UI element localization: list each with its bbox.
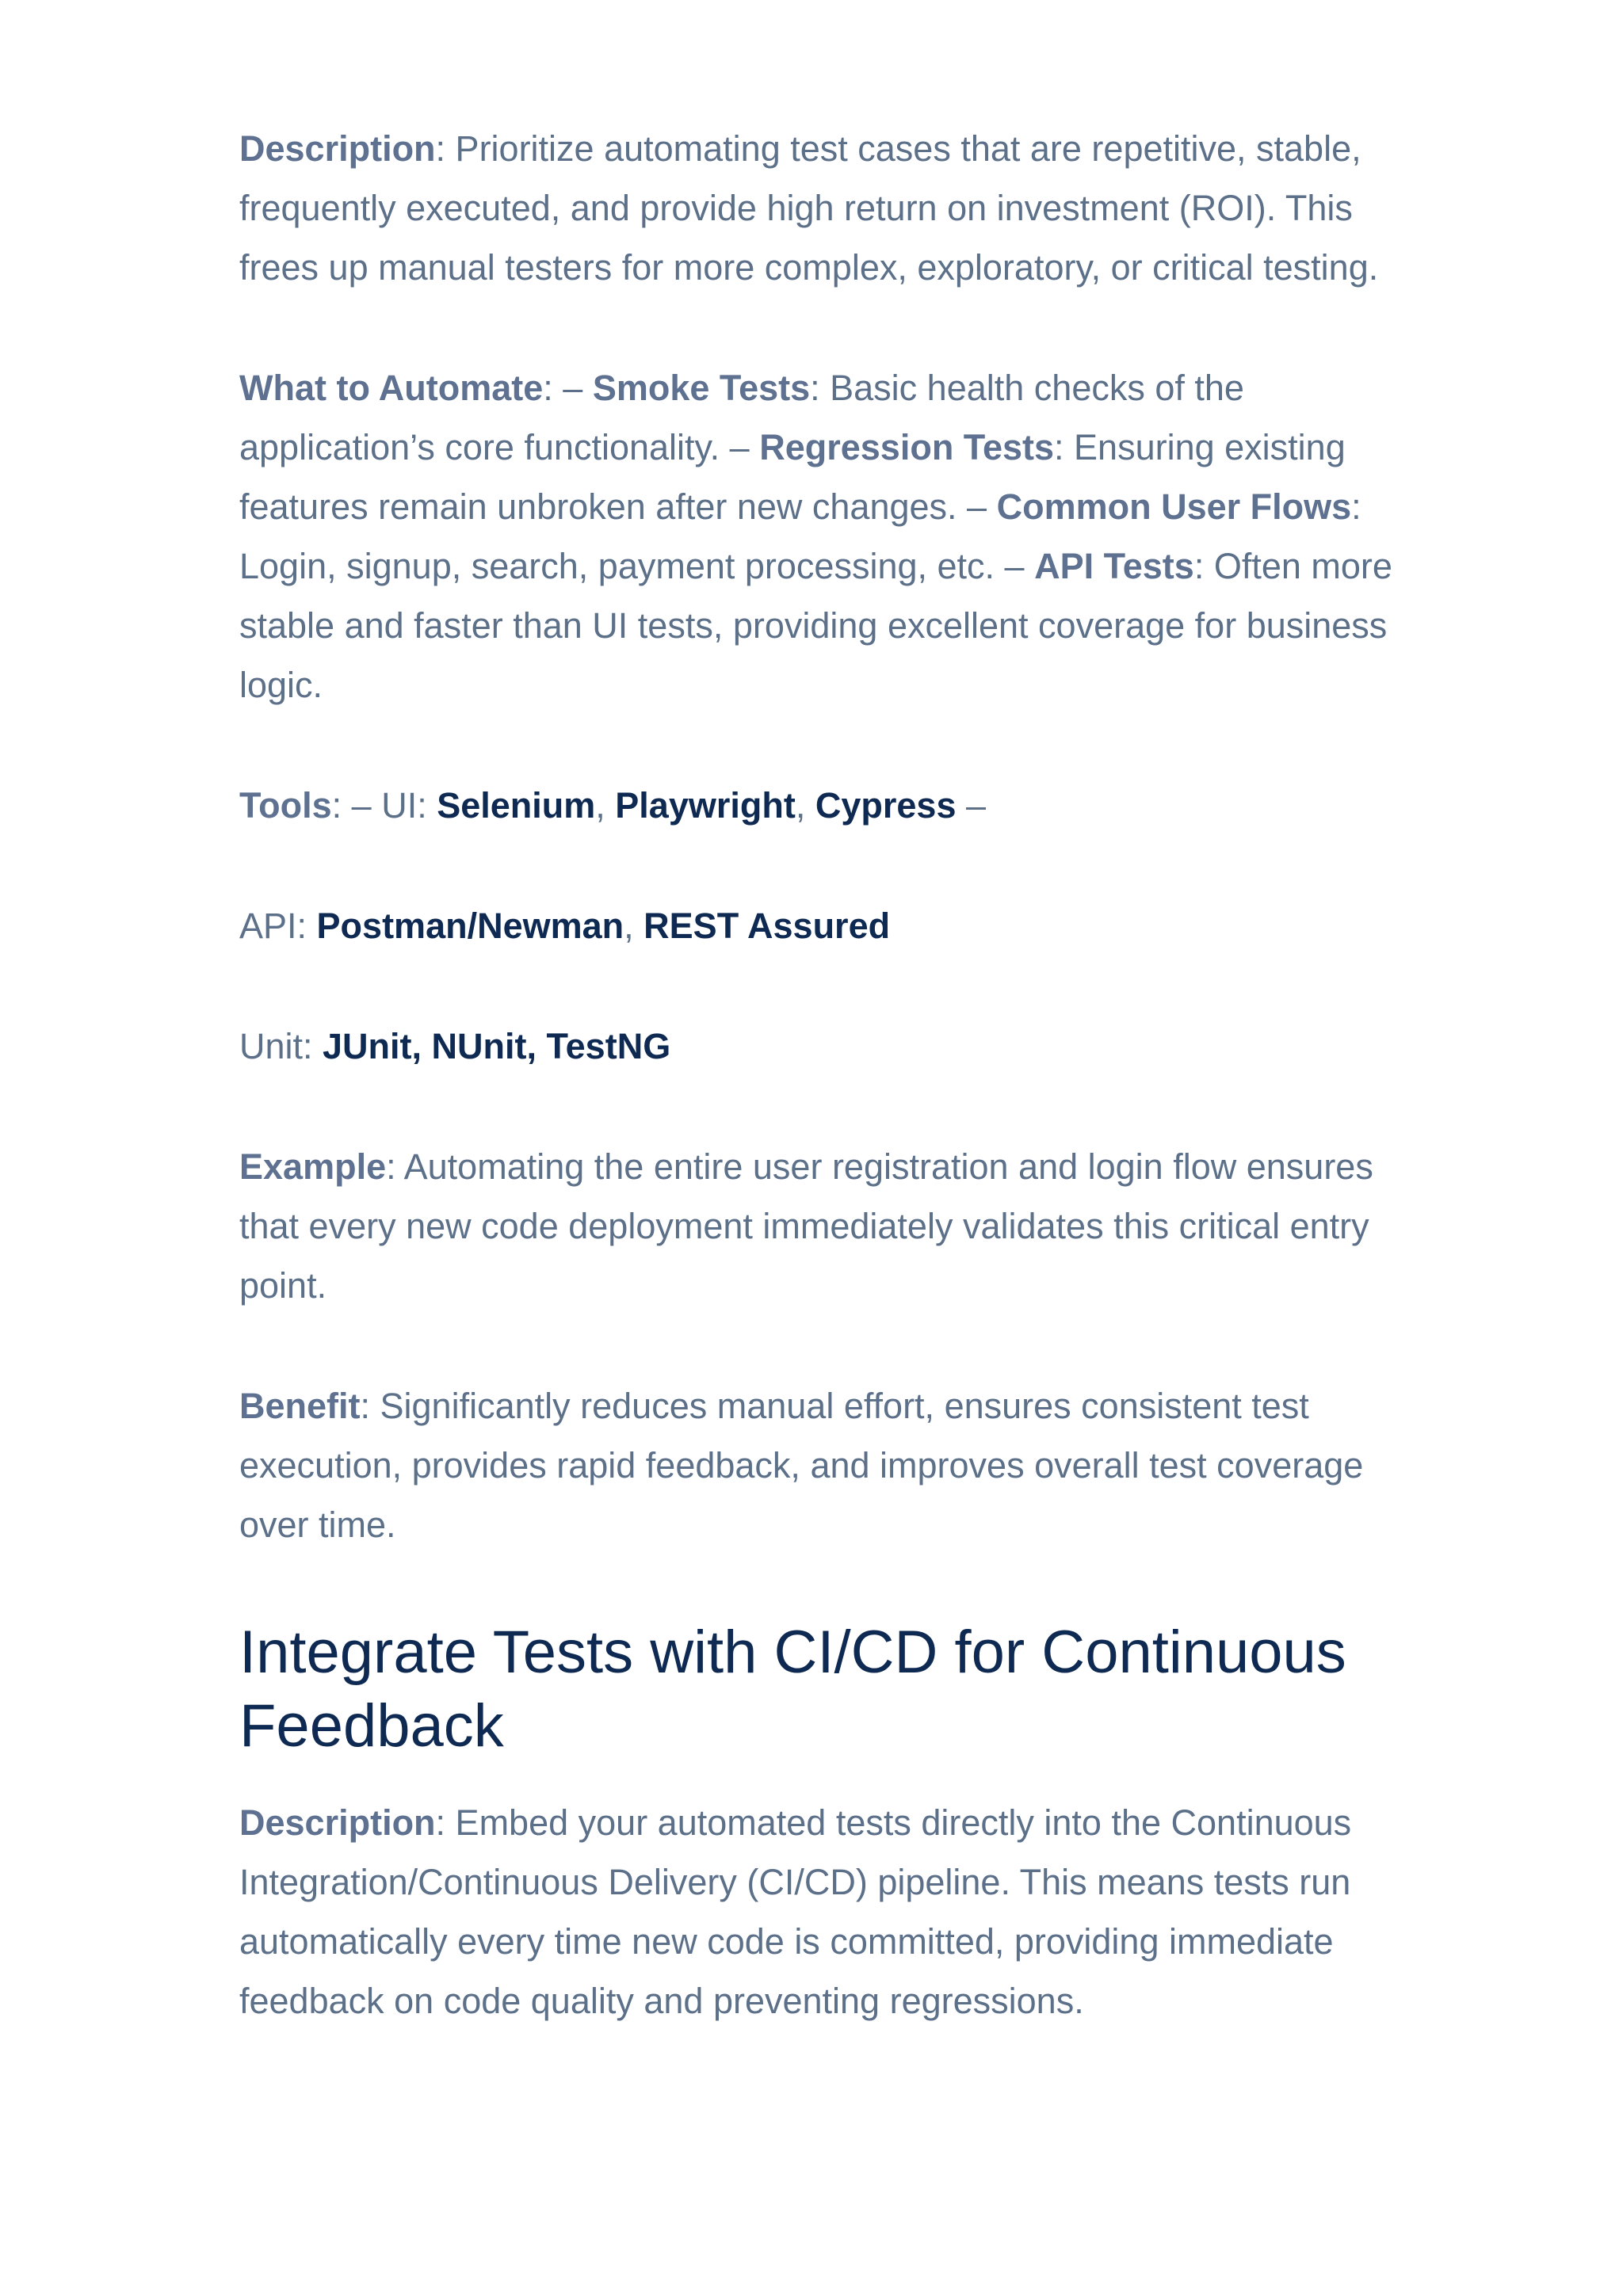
tools-label: Tools — [239, 785, 332, 826]
common-user-flows-label: Common User Flows — [996, 486, 1352, 527]
tools-ui-suffix: – — [956, 785, 986, 826]
unit-tools-paragraph — [239, 1016, 1428, 1076]
benefit-text: : Significantly reduces manual effort, ensures consistent test execution, provides rapid feedback, and improves overall test coverage over time. — [239, 1386, 1364, 1545]
article-content — [239, 119, 1428, 2092]
tool-selenium: Selenium — [437, 785, 596, 826]
benefit-label: Benefit — [239, 1386, 361, 1426]
automation-description-paragraph — [239, 119, 1428, 297]
what-to-automate-separator: : – — [543, 368, 593, 408]
description-label: Description — [239, 128, 436, 169]
tool-cypress: Cypress — [815, 785, 957, 826]
tool-separator: , — [795, 785, 815, 826]
cicd-description-label: Description — [239, 1802, 436, 1843]
tool-separator: , — [624, 906, 644, 946]
tool-playwright: Playwright — [615, 785, 796, 826]
regression-tests-label: Regression Tests — [759, 427, 1055, 467]
tool-separator: , — [595, 785, 616, 826]
api-tools-paragraph — [239, 896, 1428, 955]
tools-paragraph — [239, 776, 1428, 835]
cicd-section-heading: Integrate Tests with CI/CD for Continuous Feedback — [239, 1619, 1346, 1760]
unit-tools-prefix: Unit: — [239, 1026, 323, 1066]
api-tests-text: : Often more stable and faster than UI tests, providing excellent coverage for business logic. — [239, 546, 1392, 705]
common-user-flows-text: : Login, signup, search, payment processing, etc. – — [239, 486, 1361, 586]
benefit-paragraph — [239, 1376, 1428, 1554]
smoke-tests-label: Smoke Tests — [592, 368, 811, 408]
tool-rest-assured: REST Assured — [643, 906, 891, 946]
regression-tests-text: : Ensuring existing features remain unbroken after new changes. – — [239, 427, 1346, 527]
cicd-description-paragraph — [239, 1793, 1428, 2031]
example-paragraph — [239, 1137, 1428, 1315]
api-tests-label: API Tests — [1034, 546, 1194, 586]
cicd-description-text: : Embed your automated tests directly into the Continuous Integration/Continuous Delivery (CI/CD) pipeline. This means tests run automatically every time new code is committed, providing immediate feedback on code quality and preventing regressions. — [239, 1802, 1352, 2021]
unit-tools-list: JUnit, NUnit, TestNG — [323, 1026, 671, 1066]
what-to-automate-paragraph — [239, 358, 1428, 715]
smoke-tests-text: : Basic health checks of the application’s core functionality. – — [239, 368, 1244, 467]
what-to-automate-label: What to Automate — [239, 368, 544, 408]
description-text: : Prioritize automating test cases that are repetitive, stable, frequently executed, and provide high return on investment (ROI). This frees up manual testers for more complex, exploratory, or critical testing. — [239, 128, 1379, 288]
example-label: Example — [239, 1146, 387, 1187]
tool-postman-newman: Postman/Newman — [316, 906, 624, 946]
api-tools-prefix: API: — [239, 906, 317, 946]
example-text: : Automating the entire user registration and login flow ensures that every new code deployment immediately validates this critical entry point. — [239, 1146, 1373, 1306]
tools-ui-prefix: : – UI: — [331, 785, 437, 826]
